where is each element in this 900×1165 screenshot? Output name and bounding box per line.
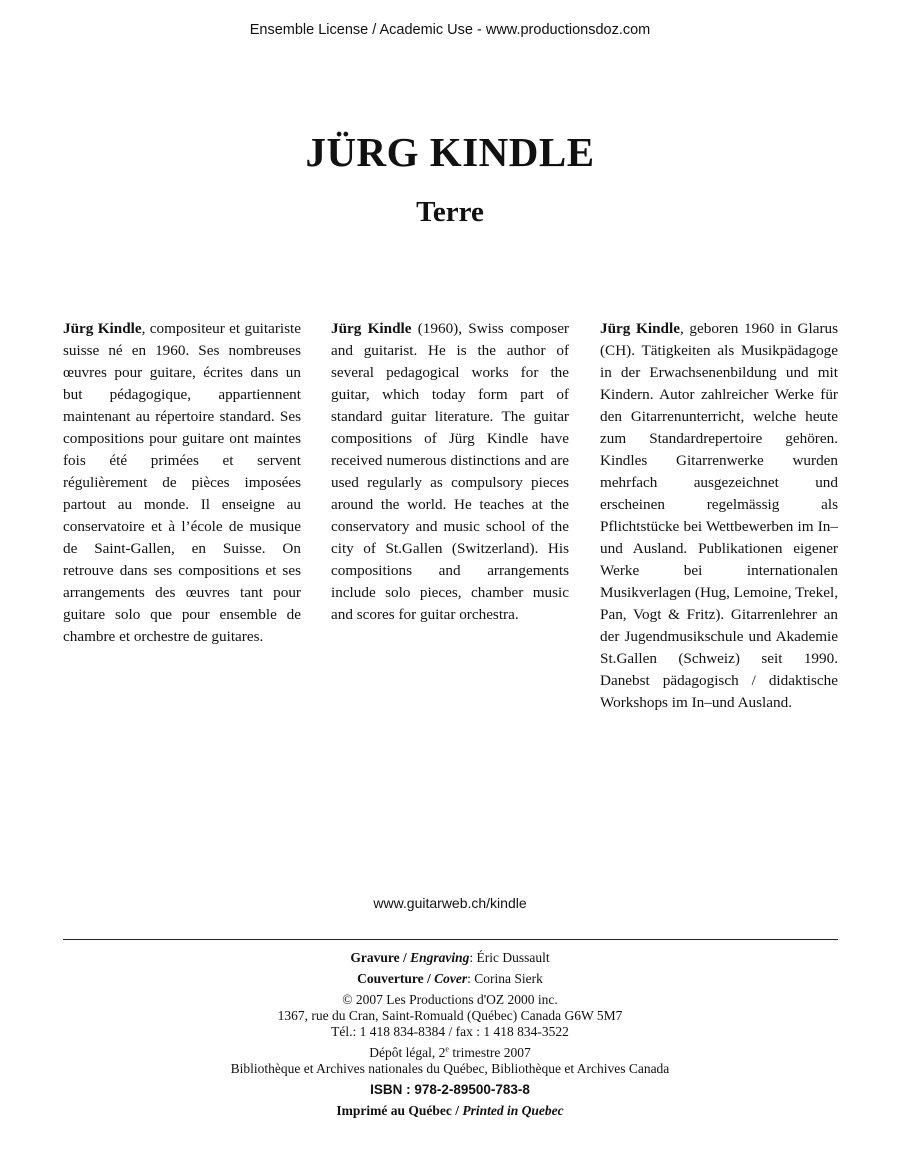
composer-name: JÜRG KINDLE [305, 129, 595, 175]
bio-french-text: , compositeur et guitariste suisse né en 1960. Ses nombreuses œuvres pour guitare, écrites dans un but pédagogique, appartiennent maintenant au répertoire standard. Ses compositions pour guitare ont maintes fois été primées et servent régulièrement de pièces imposées partout au monde. Il enseigne au conservatoire et à l’école de musique de Saint-Gallen, en Suisse. On retrouve dans ses compositions et ses arrangements des œuvres tant pour guitare solo que pour ensemble de chambre et orchestre de guitares. [63, 320, 301, 645]
bio-french-name: Jürg Kindle [63, 320, 142, 337]
copyright-line: © 2007 Les Productions d'OZ 2000 inc. [342, 992, 558, 1007]
bio-german-text: , geboren 1960 in Glarus (CH). Tätigkeiten als Musikpädagoge in der Erwachsenenbildung und mit Kindern. Autor zahlreicher Werke für den Gitarrenunterricht, welche heute zum Standardrepertoire gehören. Kindles Gitarrenwerke wurden mehrfach ausgezeichnet und erscheinen regelmässig als Pflichtstücke bei Wettbewerben im In–und Ausland. Publikationen eigener Werke bei internationalen Musikverlagen (Hug, Lemoine, Trekel, Pan, Vogt & Fritz). Gitarrenlehrer an der Jugendmusikschule und Akademie St.Gallen (Schweiz) seit 1990. Danebst pädagogisch / didaktische Workshops im In–und Ausland. [600, 320, 839, 711]
license-header: Ensemble License / Academic Use - www.productionsdoz.com [249, 22, 651, 38]
bio-english-text: (1960), Swiss composer and guitarist. He is the author of several pedagogical works for the guitar, which today form part of standard guitar literature. The guitar compositions of Jürg Kindle have received numerous distinctions and are used regularly as compulsory pieces around the world. He teaches at the conservatory and music school of the city of St.Gallen (Switzerland). His compositions and arrangements include solo pieces, chamber music and scores for guitar orchestra. [331, 320, 569, 623]
piece-title: Terre [416, 196, 484, 228]
libraries-line: Bibliothèque et Archives nationales du Québec, Bibliothèque et Archives Canada [230, 1061, 670, 1076]
bio-german [600, 318, 838, 714]
divider [63, 939, 838, 940]
engraving-credit: Gravure / Engraving: Éric Dussault [350, 950, 550, 965]
isbn-line: ISBN : 978-2-89500-783-8 [370, 1082, 530, 1097]
bio-english [331, 318, 569, 626]
cover-credit: Couverture / Cover: Corina Sierk [357, 971, 543, 986]
address-line: 1367, rue du Cran, Saint-Romuald (Québec) Canada G6W 5M7 [277, 1008, 623, 1023]
phone-line: Tél.: 1 418 834-8384 / fax : 1 418 834-3522 [331, 1024, 569, 1039]
credits-block [0, 950, 900, 1119]
bio-german-name: Jürg Kindle [600, 320, 680, 337]
legal-deposit: Dépôt légal, 2e trimestre 2007 [369, 1044, 531, 1060]
bio-french [63, 318, 301, 648]
bio-english-name: Jürg Kindle [331, 320, 412, 337]
printed-line: Imprimé au Québec / Printed in Quebec [336, 1103, 564, 1118]
website-link[interactable]: www.guitarweb.ch/kindle [373, 895, 527, 911]
